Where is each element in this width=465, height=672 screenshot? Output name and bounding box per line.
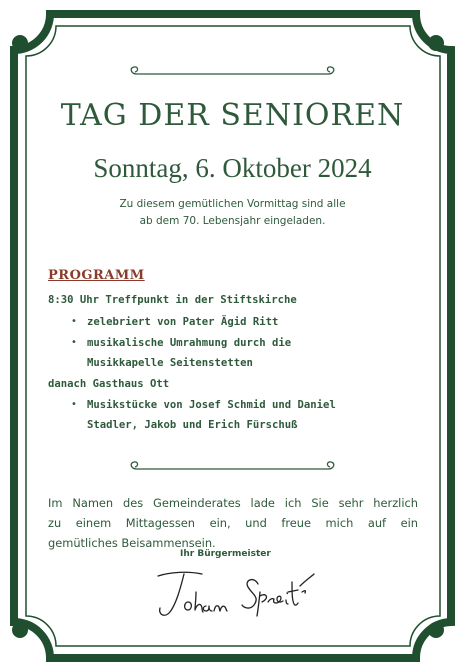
- closing-text: [48, 493, 418, 553]
- bullet-dot: •: [71, 337, 77, 348]
- program-bullet-cont: Musikkapelle Seitenstetten: [87, 357, 253, 369]
- program-bullet: Musikstücke von Josef Schmid und Daniel: [87, 399, 336, 411]
- program-bullet: zelebriert von Pater Ägid Ritt: [87, 316, 279, 328]
- bullet-dot: •: [71, 399, 77, 410]
- closing-line: gemütliches Beisammensein.: [48, 536, 216, 550]
- closing-line: Im Namen des Gemeinderates lade ich Sie sehr herzlich: [48, 496, 418, 510]
- event-title: TAG DER SENIOREN: [60, 98, 405, 133]
- bottom-divider: [125, 459, 340, 479]
- signature-image: [150, 562, 320, 624]
- program-item-venue: danach Gasthaus Ott: [48, 378, 170, 390]
- program-bullet: musikalische Umrahmung durch die: [87, 337, 292, 349]
- intro-text: [0, 196, 465, 230]
- program-heading: PROGRAMM: [48, 268, 145, 283]
- intro-line: Zu diesem gemütlichen Vormittag sind alle: [119, 198, 346, 210]
- top-divider: [125, 64, 340, 84]
- program-item-time: 8:30 Uhr Treffpunkt in der Stiftskirche: [48, 294, 297, 306]
- bullet-dot: •: [71, 316, 77, 327]
- program-bullet-cont: Stadler, Jakob und Erich Fürschuß: [87, 419, 298, 431]
- closing-line: zu einem Mittagessen ein, und freue mich auf ein: [48, 516, 418, 530]
- intro-line: ab dem 70. Lebensjahr eingeladen.: [139, 215, 326, 227]
- signature-title: Ihr Bürgermeister: [180, 549, 271, 559]
- event-date: Sonntag, 6. Oktober 2024: [93, 153, 372, 183]
